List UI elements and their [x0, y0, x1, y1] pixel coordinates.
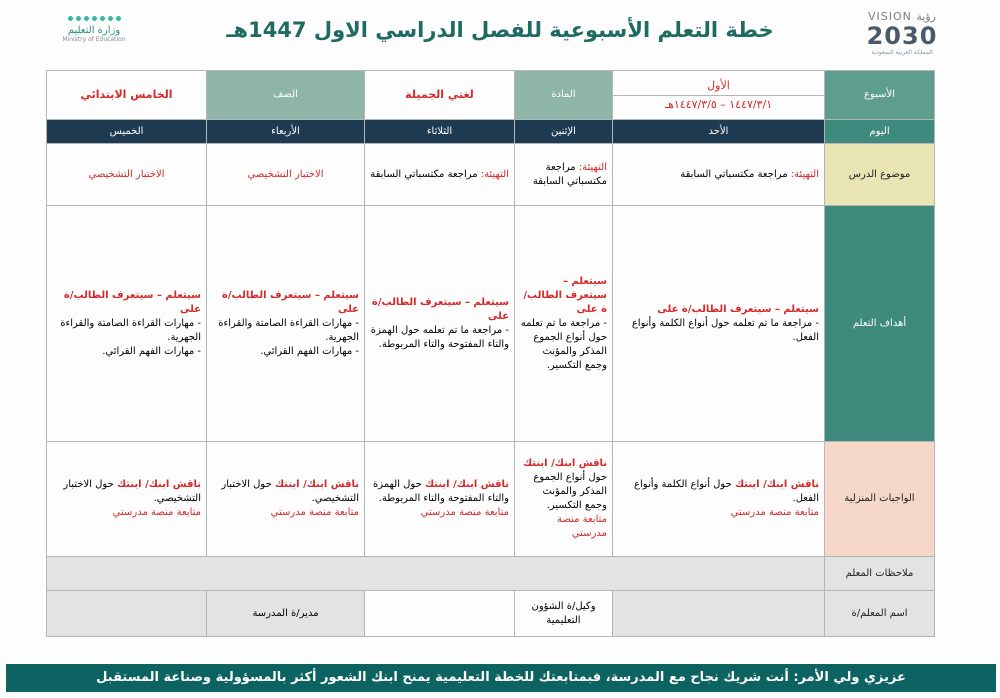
lesson-topic-label: موضوع الدرس	[825, 144, 935, 206]
principal-label: مدير/ة المدرسة	[207, 591, 365, 637]
objectives-monday-body: - مراجعة ما تم تعلمه حول أنواع الجموع المذكر والمؤنث وجمع التكسير.	[520, 317, 607, 371]
homework-monday	[515, 442, 613, 557]
ministry-logo-dots-icon	[44, 16, 144, 21]
objectives-monday	[515, 206, 613, 442]
week-dates: ١٤٤٧/٣/١ – ١٤٤٧/٣/٥هـ	[613, 95, 824, 112]
objectives-sunday	[613, 206, 825, 442]
lesson-topic-sunday	[613, 144, 825, 206]
objectives-monday-head: سيتعلم – سيتعرف الطالب/ة على	[523, 275, 607, 315]
notes-label: ملاحظات المعلم	[825, 557, 935, 591]
homework-thursday-text: حول الاختبار التشخيصي.	[63, 479, 201, 504]
homework-thursday-red: ناقش ابنك/ ابنتك	[116, 479, 201, 490]
objectives-sunday-body: - مراجعة ما تم تعلمه حول أنواع الكلمة وأنواع الفعل.	[631, 317, 819, 343]
signature-row	[47, 591, 935, 637]
homework-wednesday-red: ناقش ابنك/ ابنتك	[274, 479, 359, 490]
homework-tuesday-text: حول الهمزة والتاء المفتوحة والتاء المربوطة.	[373, 479, 509, 504]
principal-signature-field[interactable]	[47, 591, 207, 637]
weekly-plan-table	[46, 70, 935, 637]
class-label: الصف	[207, 71, 365, 120]
lesson-topic-monday	[515, 144, 613, 206]
teacher-name-field[interactable]	[613, 591, 825, 637]
objectives-tuesday	[365, 206, 515, 442]
lesson-topic-thursday-red: الاختبار التشخيصي	[88, 168, 165, 180]
notes-field[interactable]	[47, 557, 825, 591]
week-value: الأول	[707, 78, 730, 92]
parent-message-footer: عزيزي ولي الأمر: أنت شريك نجاح مع المدرسة، فبمتابعتك للخطة التعليمية يمنح ابنك الشعور أكثر بالمسؤولية وصناعة المستقبل	[6, 664, 996, 692]
vice-principal-label: وكيل/ة الشؤون التعليمية	[515, 591, 613, 637]
teacher-name-label: اسم المعلم/ة	[825, 591, 935, 637]
lesson-topic-tuesday-text: مراجعة مكتسباتي السابقة	[370, 168, 481, 180]
objectives-thursday-head: سيتعلم – سيتعرف الطالب/ة على	[63, 289, 201, 315]
homework-wednesday-text: حول الاختبار التشخيصي.	[221, 479, 359, 504]
lesson-topic-monday-red: التهيئة:	[578, 161, 607, 173]
days-row	[47, 120, 935, 144]
objectives-tuesday-body: - مراجعة ما تم تعلمه حول الهمزة والتاء المفتوحة والتاء المربوطة.	[370, 324, 509, 350]
lesson-topic-tuesday-red: التهيئة:	[480, 168, 509, 180]
homework-thursday	[47, 442, 207, 557]
homework-sunday	[613, 442, 825, 557]
ministry-logo-english: Ministry of Education	[62, 36, 126, 43]
day-wednesday: الأربعاء	[207, 120, 365, 144]
lesson-topic-wednesday	[207, 144, 365, 206]
lesson-topic-row	[47, 144, 935, 206]
objectives-wednesday-head: سيتعلم – سيتعرف الطالب/ة على	[221, 289, 359, 315]
lesson-topic-sunday-red: التهيئة:	[790, 168, 819, 180]
ministry-logo-name: وزارة التعليم	[67, 25, 121, 36]
homework-row	[47, 442, 935, 557]
homework-thursday-platform: متابعة منصة مدرستي	[112, 507, 201, 518]
lesson-topic-wednesday-red: الاختبار التشخيصي	[247, 168, 324, 180]
lesson-topic-tuesday	[365, 144, 515, 206]
ministry-of-education-logo	[44, 12, 144, 62]
lesson-topic-thursday	[47, 144, 207, 206]
vice-principal-signature-field[interactable]	[365, 591, 515, 637]
objectives-tuesday-head: سيتعلم – سيتعرف الطالب/ة على	[371, 296, 509, 322]
class-value: الخامس الابتدائي	[47, 71, 207, 120]
objectives-row	[47, 206, 935, 442]
objectives-label: أهداف التعلم	[825, 206, 935, 442]
vision-logo-subtitle: المملكة العربية السعودية	[871, 49, 933, 56]
lesson-topic-monday-text: مراجعة مكتسباتي السابقة	[532, 161, 607, 187]
subject-value: لغتي الجميلة	[365, 71, 515, 120]
objectives-thursday-body: - مهارات القراءة الصامتة والقراءة الجهرية. - مهارات الفهم القرائي.	[60, 317, 201, 357]
homework-monday-platform: متابعة منصة مدرستي	[557, 514, 607, 539]
homework-tuesday-red: ناقش ابنك/ ابنتك	[424, 479, 509, 490]
objectives-wednesday	[207, 206, 365, 442]
homework-label: الواجبات المنزلية	[825, 442, 935, 557]
homework-monday-red: ناقش ابنك/ ابنتك	[522, 458, 607, 469]
homework-monday-text: حول أنواع الجموع المذكر والمؤنث وجمع التكسير.	[533, 472, 607, 511]
lesson-topic-sunday-text: مراجعة مكتسباتي السابقة	[680, 168, 791, 180]
homework-tuesday	[365, 442, 515, 557]
objectives-sunday-head: سيتعلم – سيتعرف الطالب/ة على	[657, 303, 819, 315]
homework-tuesday-platform: متابعة منصة مدرستي	[420, 507, 509, 518]
subject-label: المادة	[515, 71, 613, 120]
info-row	[47, 71, 935, 120]
day-tuesday: الثلاثاء	[365, 120, 515, 144]
day-thursday: الخميس	[47, 120, 207, 144]
homework-sunday-text: حول أنواع الكلمة وأنواع الفعل.	[634, 479, 819, 504]
objectives-wednesday-body: - مهارات القراءة الصامتة والقراءة الجهرية. - مهارات الفهم القرائي.	[218, 317, 359, 357]
day-monday: الإثنين	[515, 120, 613, 144]
homework-sunday-platform: متابعة منصة مدرستي	[730, 507, 819, 518]
vision-logo-year: 2030	[866, 22, 938, 50]
homework-sunday-red: ناقش ابنك/ ابنتك	[734, 479, 819, 490]
page-title: خطة التعلم الأسبوعية للفصل الدراسي الاول 1447هـ	[226, 18, 774, 42]
objectives-thursday	[47, 206, 207, 442]
week-cell	[613, 71, 825, 120]
notes-row	[47, 557, 935, 591]
homework-wednesday-platform: متابعة منصة مدرستي	[270, 507, 359, 518]
week-label: الأسبوع	[825, 71, 935, 120]
vision-2030-logo	[852, 10, 952, 68]
vision-logo-top-text: VISION رؤية	[868, 10, 936, 23]
day-label: اليوم	[825, 120, 935, 144]
homework-wednesday	[207, 442, 365, 557]
day-sunday: الأحد	[613, 120, 825, 144]
